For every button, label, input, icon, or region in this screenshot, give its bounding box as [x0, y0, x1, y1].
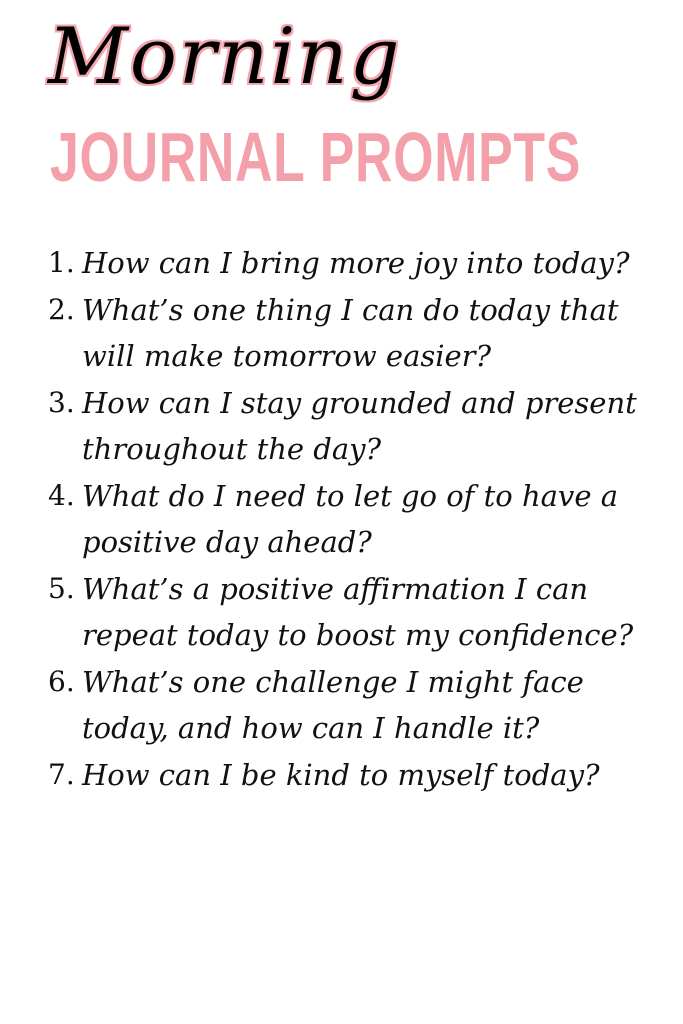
- prompt-item-3: [48, 380, 668, 473]
- prompt-item-7: [48, 752, 668, 799]
- prompt-item-4: [48, 473, 668, 566]
- prompt-list: [48, 240, 668, 798]
- prompt-item-5: [48, 566, 668, 659]
- prompt-item-6: [48, 659, 668, 752]
- prompt-number: 7.: [48, 757, 75, 791]
- prompt-number: 1.: [48, 246, 75, 279]
- title-journal-prompts: JOURNAL PROMPTS: [50, 118, 582, 196]
- prompt-number: 6.: [48, 664, 75, 698]
- prompt-item-2: [48, 287, 668, 380]
- title-morning: Morning: [48, 12, 402, 102]
- prompt-number: 4.: [48, 478, 75, 512]
- prompt-text: How can I be kind to myself today?: [82, 757, 600, 792]
- prompt-number: 2.: [48, 292, 75, 326]
- prompt-text: What’s a positive affirmation I can repeat today to boost my confidence?: [82, 571, 634, 652]
- prompt-text: What do I need to let go of to have a positive day ahead?: [82, 478, 618, 559]
- prompt-number: 5.: [48, 571, 75, 605]
- prompt-text: How can I bring more joy into today?: [82, 246, 630, 280]
- prompt-text: How can I stay grounded and present throughout the day?: [82, 385, 637, 466]
- prompt-item-1: [48, 240, 668, 287]
- prompt-text: What’s one thing I can do today that will make tomorrow easier?: [82, 292, 619, 373]
- prompt-text: What’s one challenge I might face today, and how can I handle it?: [82, 664, 584, 745]
- prompt-number: 3.: [48, 385, 75, 419]
